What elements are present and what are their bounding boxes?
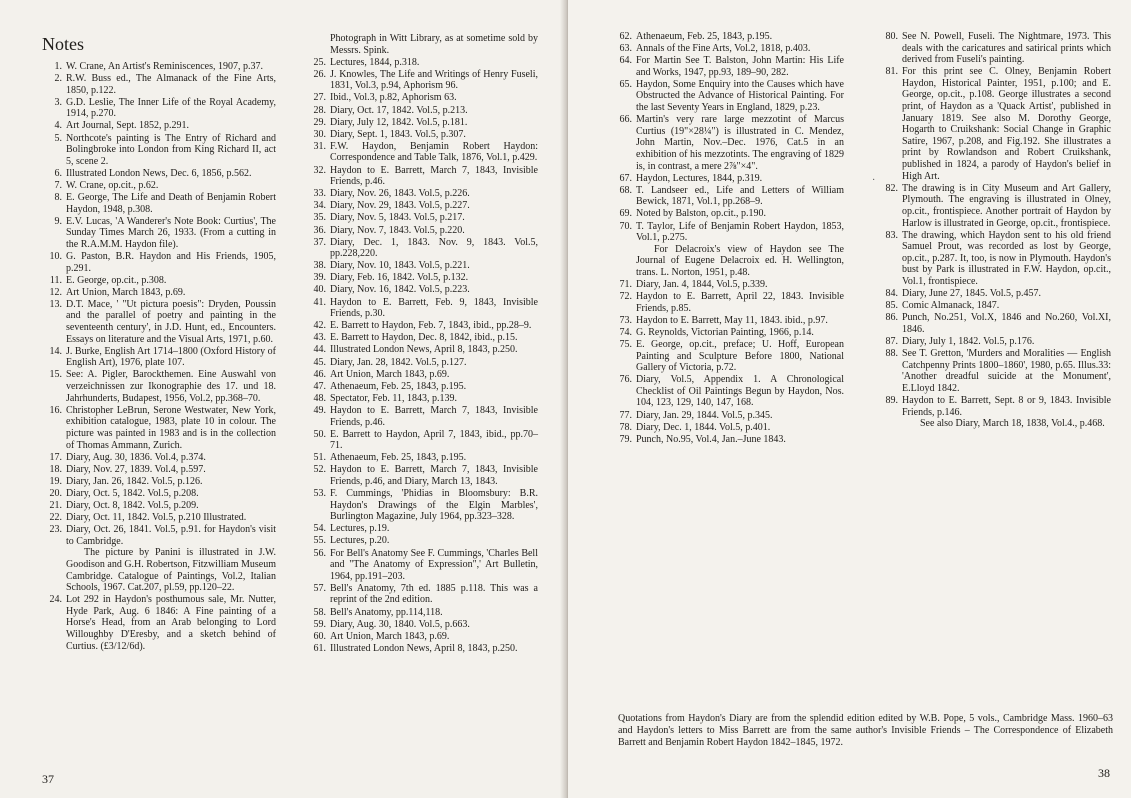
note-text: Lectures, p.20. — [330, 535, 390, 547]
note-number: 77. — [619, 409, 632, 421]
note-item — [42, 476, 276, 488]
note-text: Diary, Aug. 30, 1836. Vol.4, p.374. — [66, 451, 206, 463]
note-text: Art Union, March 1843, p.69. — [330, 368, 450, 380]
note-item — [612, 221, 844, 279]
note-text: Art Union, March 1843, p.69. — [330, 630, 450, 642]
note-text: Athenaeum, Feb. 25, 1843, p.195. — [636, 31, 773, 42]
note-text: G. Reynolds, Victorian Painting, 1966, p.14. — [636, 326, 814, 338]
note-item — [612, 339, 844, 374]
note-number: 65. — [619, 78, 632, 90]
note-number: 56. — [313, 547, 326, 559]
note-text: Annals of the Fine Arts, Vol.2, 1818, p.403. — [636, 43, 811, 55]
note-text: W. Crane, An Artist's Reminiscences, 1907, p.37. — [66, 61, 263, 72]
notes-column-4 — [878, 31, 1111, 430]
note-text: Ibid., Vol.3, p.82, Aphorism 63. — [330, 92, 457, 104]
note-text: Diary, Nov. 26, 1843. Vol.5, p.226. — [330, 188, 470, 200]
note-text: Diary, Oct. 5, 1842. Vol.5, p.208. — [66, 487, 199, 499]
note-text: Diary, Jan. 28, 1842. Vol.5, p.127. — [330, 356, 467, 368]
note-text: Illustrated London News, Dec. 6, 1856, p.562. — [66, 167, 252, 179]
note-text: Diary, Oct. 8, 1842. Vol.5, p.209. — [66, 499, 199, 511]
note-item — [612, 422, 844, 434]
note-text: Haydon, Lectures, 1844, p.319. — [636, 172, 763, 184]
note-item — [612, 374, 844, 409]
note-text: E. Barrett to Haydon, Feb. 7, 1843, ibid., pp.28–9. — [330, 320, 532, 332]
note-item — [612, 114, 844, 172]
note-number: 74. — [619, 326, 632, 338]
note-item — [306, 631, 538, 643]
note-text: W. Crane, op.cit., p.62. — [66, 179, 159, 191]
note-number: 84. — [885, 288, 898, 300]
note-item — [306, 260, 538, 272]
note-item — [306, 129, 538, 141]
note-item — [612, 43, 844, 55]
note-text: G.D. Leslie, The Inner Life of the Royal Academy, 1914, p.270. — [66, 96, 276, 120]
note-number: 33. — [313, 188, 326, 200]
note-number: 8. — [54, 192, 62, 204]
note-item — [612, 434, 844, 446]
note-number: 83. — [885, 229, 898, 241]
note-number: 67. — [619, 172, 632, 184]
note-number: 78. — [619, 421, 632, 433]
note-number: 30. — [313, 128, 326, 140]
note-text: Diary, Nov. 10, 1843. Vol.5, p.221. — [330, 260, 470, 272]
note-item — [306, 212, 538, 224]
note-text: Diary, Oct. 11, 1842. Vol.5, p.210 Illustrated. — [66, 512, 247, 524]
note-text: Diary, Nov. 27, 1839. Vol.4, p.597. — [66, 463, 206, 475]
note-item — [306, 393, 538, 405]
note-item — [306, 272, 538, 284]
note-number: 39. — [313, 272, 326, 284]
note-text: Athenaeum, Feb. 25, 1843, p.195. — [330, 452, 467, 464]
note-item — [878, 31, 1111, 66]
note-number: 45. — [313, 356, 326, 368]
note-number: 27. — [313, 92, 326, 104]
margin-mark: · — [872, 175, 876, 186]
note-item — [306, 225, 538, 237]
note-number: 86. — [885, 312, 898, 324]
note-text: Diary, Vol.5, Appendix 1. A Chronological Checklist of Oil Paintings Begun by Haydon, Nos. 104, 123, 129, 140, 147, 168. — [636, 374, 844, 409]
note-item — [878, 395, 1111, 430]
note-number: 61. — [313, 642, 326, 654]
note-continuation: For Delacroix's view of Haydon see The Journal of Eugene Delacroix ed. H. Wellington, trans. L. Norton, 1951, p.48. — [636, 243, 844, 278]
note-number: 4. — [54, 120, 62, 132]
note-number: 70. — [619, 220, 632, 232]
note-item — [42, 275, 276, 287]
note-item — [42, 216, 276, 251]
note-number: 49. — [313, 404, 326, 416]
note-item — [306, 344, 538, 356]
note-number: 9. — [54, 215, 62, 227]
note-number: 3. — [54, 96, 62, 108]
note-number: 6. — [54, 167, 62, 179]
notes-column-2 — [306, 33, 538, 655]
note-number: 14. — [49, 345, 62, 357]
note-continuation: The picture by Panini is illustrated in J.W. Goodison and G.H. Robertson, Fitzwilliam Museum Cambridge. Catalogue of Paintings, Vol.2, Italian Schools, 1967. Cat.207, pl.59, pp.120–22. — [66, 547, 276, 594]
note-text: Haydon to E. Barrett, April 22, 1843. Invisible Friends, p.85. — [636, 291, 844, 314]
note-text: Haydon to E. Barrett, March 7, 1843, Invisible Friends, p.46. — [330, 164, 538, 188]
note-number: 41. — [313, 296, 326, 308]
note-number: 64. — [619, 55, 632, 67]
note-text: Diary, Nov. 7, 1843. Vol.5, p.220. — [330, 224, 465, 236]
note-number: 37. — [313, 236, 326, 248]
note-item — [612, 410, 844, 422]
note-number: 23. — [49, 524, 62, 536]
note-number: 34. — [313, 200, 326, 212]
note-item — [612, 291, 844, 314]
note-number: 75. — [619, 338, 632, 350]
note-number: 58. — [313, 606, 326, 618]
note-number: 63. — [619, 43, 632, 55]
note-number: 36. — [313, 224, 326, 236]
note-item — [306, 452, 538, 464]
note-item — [306, 619, 538, 631]
note-item — [42, 61, 276, 73]
page-number-right: 38 — [1098, 766, 1110, 780]
note-number: 66. — [619, 114, 632, 126]
note-number: 40. — [313, 284, 326, 296]
note-item — [306, 320, 538, 332]
note-item — [306, 332, 538, 344]
note-text: Diary, Aug. 30, 1840. Vol.5, p.663. — [330, 618, 470, 630]
note-number: 1. — [54, 61, 62, 72]
note-text: E. Barrett to Haydon, April 7, 1843, ibid., pp.70–71. — [330, 428, 538, 452]
notes-column-1 — [42, 61, 276, 653]
note-number: 79. — [619, 433, 632, 445]
note-number: 2. — [54, 73, 62, 85]
note-number: 22. — [49, 512, 62, 524]
note-text: Haydon to E. Barrett, Feb. 9, 1843, Invisible Friends, p.30. — [330, 296, 538, 320]
note-item — [306, 643, 538, 655]
note-number: 43. — [313, 332, 326, 344]
note-number: 60. — [313, 630, 326, 642]
note-item — [612, 208, 844, 220]
note-number: 50. — [313, 428, 326, 440]
note-number: 44. — [313, 344, 326, 356]
note-text: J. Knowles, The Life and Writings of Henry Fuseli, 1831, Vol.3, p.94, Aphorism 96. — [330, 68, 538, 92]
note-text: E. George, op.cit., p.308. — [66, 274, 167, 286]
note-text: J. Burke, English Art 1714–1800 (Oxford History of English Art), 1976, plate 107. — [66, 345, 276, 369]
note-item — [42, 120, 276, 132]
note-item — [306, 548, 538, 583]
note-text: Haydon to E. Barrett, Sept. 8 or 9, 1843. Invisible Friends, p.146. — [902, 394, 1111, 418]
note-item — [306, 92, 538, 104]
note-item — [42, 168, 276, 180]
note-text: Illustrated London News, April 8, 1843, p.250. — [330, 344, 518, 356]
note-number: 48. — [313, 392, 326, 404]
note-item — [306, 69, 538, 92]
note-item — [878, 336, 1111, 348]
note-text: For this print see C. Olney, Benjamin Robert Haydon, Historical Painter, 1951, p.100; and E. George, op.cit., p.108. George illustrates a second print, of Haydon as a 'Quack Artist', published in January 1819. See also M. Dorothy George, Hogarth to Cruikshank: Social Change in Graphic Satire, 1967, p.208, and Fig.192. She illustrates a print by Rowlandson and Robert Cruikshank, published in 1824, a parody of Haydon's belief in High Art. — [902, 66, 1111, 182]
note-item — [306, 165, 538, 188]
note-text: Diary, Sept. 1, 1843. Vol.5, p.307. — [330, 128, 466, 140]
note-text: Diary, Nov. 16, 1842. Vol.5, p.223. — [330, 284, 470, 296]
note-number: 89. — [885, 394, 898, 406]
note-text: Diary, Oct. 26, 1841. Vol.5, p.91. for Haydon's visit to Cambridge. — [66, 524, 276, 547]
note-text: Haydon to E. Barrett, May 11, 1843. ibid., p.97. — [636, 314, 828, 326]
note-text: Athenaeum, Feb. 25, 1843, p.195. — [330, 380, 467, 392]
note-item — [42, 346, 276, 369]
note-item — [878, 300, 1111, 312]
note-item — [612, 185, 844, 208]
note-item — [42, 464, 276, 476]
note-item — [878, 348, 1111, 394]
note-number: 80. — [885, 31, 898, 42]
note-item — [612, 173, 844, 185]
note-text: Christopher LeBrun, Serone Westwater, New York, exhibition catalogue, 1983, plate 10 in colour. The picture was painted in 1983 and is in the collection of Thomas Ammann, Zurich. — [66, 404, 276, 451]
note-text: Photograph in Witt Library, as at sometime sold by Messrs. Spink. — [330, 33, 538, 56]
note-item — [306, 33, 538, 56]
note-number: 69. — [619, 208, 632, 220]
note-item — [612, 55, 844, 78]
note-text: Illustrated London News, April 8, 1843, p.250. — [330, 642, 518, 654]
note-text: Lectures, 1844, p.318. — [330, 56, 420, 68]
note-continuation: See also Diary, March 18, 1838, Vol.4., p.468. — [920, 418, 1105, 430]
note-number: 18. — [49, 463, 62, 475]
note-text: F.W. Haydon, Benjamin Robert Haydon: Correspondence and Table Talk, 1876, Vol.1, p.429. — [330, 140, 538, 164]
note-item — [306, 284, 538, 296]
note-number: 32. — [313, 164, 326, 176]
note-number: 76. — [619, 374, 632, 386]
note-number: 42. — [313, 320, 326, 332]
note-text: R.W. Buss ed., The Almanack of the Fine Arts, 1850, p.122. — [66, 73, 276, 96]
note-item — [306, 57, 538, 69]
note-item — [42, 452, 276, 464]
note-text: Punch, No.251, Vol.X, 1846 and No.260, Vol.XI, 1846. — [902, 312, 1111, 335]
note-text: Haydon to E. Barrett, March 7, 1843, Invisible Friends, p.46. — [330, 404, 538, 428]
note-text: E. George, The Life and Death of Benjamin Robert Haydon, 1948, p.308. — [66, 192, 276, 215]
note-item — [306, 535, 538, 547]
note-text: The drawing is in City Museum and Art Gallery, Plymouth. The engraving is illustrated in Olney, op.cit., frontispiece. Another portrait of Haydon by Harlow is illustrated in George, op.cit., frontispiece. — [902, 182, 1111, 229]
note-text: Art Journal, Sept. 1852, p.291. — [66, 120, 190, 132]
note-text: Diary, June 27, 1845. Vol.5, p.457. — [902, 288, 1041, 300]
note-number: 10. — [49, 251, 62, 262]
note-number: 31. — [313, 140, 326, 152]
note-number: 57. — [313, 582, 326, 594]
note-item — [42, 488, 276, 500]
note-text: Diary, Nov. 29, 1843. Vol.5, p.227. — [330, 200, 470, 212]
note-number: 24. — [49, 594, 62, 606]
note-item — [306, 381, 538, 393]
note-number: 12. — [49, 286, 62, 298]
note-text: Diary, Dec. 1, 1843. Nov. 9, 1843. Vol.5, pp.228,220. — [330, 236, 538, 260]
note-number: 29. — [313, 116, 326, 128]
note-item — [306, 297, 538, 320]
note-item — [878, 230, 1111, 288]
note-item — [42, 180, 276, 192]
note-item — [42, 73, 276, 96]
note-number: 15. — [49, 369, 62, 381]
note-text: Diary, Jan. 29, 1844. Vol.5, p.345. — [636, 409, 773, 421]
note-text: E. Barrett to Haydon, Dec. 8, 1842, ibid., p.15. — [330, 332, 518, 344]
note-number: 88. — [885, 348, 898, 360]
note-text: See T. Gretton, 'Murders and Moralities — English Catchpenny Prints 1800–1860', 1980, p.65. Illus.33: 'Another dreadful suicide at the Monument', E.Lloyd 1842. — [902, 348, 1111, 394]
note-text: See N. Powell, Fuseli. The Nightmare, 1973. This deals with the caricatures and satirical prints which derived from Fuseli's painting. — [902, 31, 1111, 66]
note-item — [42, 97, 276, 120]
note-item — [306, 357, 538, 369]
note-item — [306, 237, 538, 260]
note-text: For Bell's Anatomy See F. Cummings, 'Charles Bell and "The Anatomy of Expression",' Art Bulletin, 1964, pp.191–203. — [330, 547, 538, 582]
note-number: 21. — [49, 499, 62, 511]
note-text: Bell's Anatomy, pp.114,118. — [330, 606, 443, 618]
note-text: The drawing, which Haydon sent to his old friend Samuel Prout, was recorded as lost by George, op.cit., p.287. It, too, is now in Plymouth. Haydon's bust by Park is illustrated in F.W. Haydon, op.cit., Vol.1, frontispiece. — [902, 229, 1111, 287]
note-item — [42, 369, 276, 404]
note-item — [306, 429, 538, 452]
note-item — [878, 66, 1111, 182]
note-number: 53. — [313, 488, 326, 500]
note-text: T. Taylor, Life of Benjamin Robert Haydon, 1853, Vol.1, p.275. — [636, 220, 844, 244]
diary-sources-footnote: Quotations from Haydon's Diary are from the splendid edition edited by W.B. Pope, 5 vols., Cambridge Mass. 1960–63 and Haydon's letters to Miss Barrett are from the same author's Invisible Friends – The Correspondence of Elizabeth Barrett and Benjamin Robert Haydon 1842–1845, 1972. — [618, 713, 1113, 748]
note-item — [306, 141, 538, 164]
note-text: Haydon to E. Barrett, March 7, 1843, Invisible Friends, p.46, and Diary, March 13, 1843. — [330, 464, 538, 487]
note-item — [306, 188, 538, 200]
note-item — [306, 405, 538, 428]
note-text: Diary, July 1, 1842. Vol.5, p.176. — [902, 335, 1035, 347]
note-number: 13. — [49, 298, 62, 310]
note-number: 81. — [885, 66, 898, 78]
note-text: Haydon, Some Enquiry into the Causes which have Obstructed the Advance of Historical Painting. For the last Seventy Years in England, 1829, p.23. — [636, 78, 844, 114]
note-text: See: A. Pigler, Barockthemen. Eine Auswahl von verzeichnissen zur Ikonographie des 17. und 18. Jahrhunderts, Budapest, 1956, Vol.2, pp.368–70. — [66, 369, 276, 404]
notes-column-3 — [612, 31, 844, 446]
note-item — [306, 369, 538, 381]
note-number: 62. — [619, 31, 632, 42]
note-text: Diary, Nov. 5, 1843. Vol.5, p.217. — [330, 212, 465, 224]
note-item — [612, 327, 844, 339]
note-item — [306, 105, 538, 117]
note-item — [306, 607, 538, 619]
note-number: 68. — [619, 184, 632, 196]
note-number: 52. — [313, 464, 326, 476]
note-item — [42, 594, 276, 652]
note-text: Comic Almanack, 1847. — [902, 300, 1000, 312]
notes-title: Notes — [42, 34, 84, 54]
note-number: 17. — [49, 451, 62, 463]
note-number: 73. — [619, 314, 632, 326]
note-number: 20. — [49, 487, 62, 499]
note-number: 87. — [885, 335, 898, 347]
note-text: Diary, Jan. 26, 1842. Vol.5, p.126. — [66, 475, 203, 487]
note-number: 59. — [313, 618, 326, 630]
note-text: Bell's Anatomy, 7th ed. 1885 p.118. This was a reprint of the 2nd edition. — [330, 582, 538, 606]
note-text: G. Paston, B.R. Haydon and His Friends, 1905, p.291. — [66, 251, 276, 274]
note-item — [878, 288, 1111, 300]
note-item — [612, 279, 844, 291]
note-number: 47. — [313, 380, 326, 392]
note-item — [878, 183, 1111, 229]
note-number: 16. — [49, 404, 62, 416]
note-item — [612, 315, 844, 327]
note-number: 51. — [313, 452, 326, 464]
note-number: 26. — [313, 68, 326, 80]
note-text: E.V. Lucas, 'A Wanderer's Note Book: Curtius', The Sunday Times March 26, 1933. (From a cutting in the R.A.M.M. Haydon file). — [66, 215, 276, 250]
note-item — [42, 405, 276, 451]
note-text: Martin's very rare large mezzotint of Marcus Curtius (19"×28¼") is illustrated in C. Mendez, John Martin, Nov.–Dec. 1976, Cat.5 in an exhibition of his mezzotints. The engraving of 1829 is, in contrast, a mere 2⅞"×4". — [636, 114, 844, 172]
note-number: 25. — [313, 56, 326, 68]
note-text: Diary, Dec. 1, 1844. Vol.5, p.401. — [636, 421, 771, 433]
note-text: Lectures, p.19. — [330, 523, 390, 535]
note-item — [306, 583, 538, 606]
note-number: 38. — [313, 260, 326, 272]
note-item — [306, 117, 538, 129]
note-number: 11. — [49, 274, 62, 286]
note-item — [42, 287, 276, 299]
note-text: Art Union, March 1843, p.69. — [66, 286, 186, 298]
note-item — [612, 31, 844, 43]
note-number: 72. — [619, 291, 632, 303]
note-item — [878, 312, 1111, 335]
note-item — [42, 133, 276, 168]
note-number: 55. — [313, 535, 326, 547]
note-text: D.T. Mace, ' "Ut pictura poesis": Dryden, Poussin and the parallel of poetry and painting in the seventeenth century', in J.D. Hunt, ed., Encounters. Essays on literature and the Visual Arts, 1971, p.60. — [66, 298, 276, 345]
page-number-left: 37 — [42, 772, 54, 786]
note-number: 71. — [619, 278, 632, 290]
note-item — [42, 500, 276, 512]
note-number: 35. — [313, 212, 326, 224]
note-item — [42, 524, 276, 594]
note-text: For Martin See T. Balston, John Martin: His Life and Works, 1947, pp.93, 189–90, 282. — [636, 55, 844, 78]
note-item — [42, 192, 276, 215]
note-number: 28. — [313, 104, 326, 116]
note-number: 7. — [54, 179, 62, 191]
note-item — [306, 200, 538, 212]
note-item — [42, 299, 276, 345]
note-item — [42, 512, 276, 524]
note-number: 19. — [49, 475, 62, 487]
note-item — [42, 251, 276, 274]
note-item — [612, 79, 844, 114]
note-text: F. Cummings, 'Phidias in Bloomsbury: B.R. Haydon's Drawings of the Elgin Marbles', Burlington Magazine, July 1964, pp.323–328. — [330, 488, 538, 523]
note-number: 46. — [313, 368, 326, 380]
note-text: Northcote's painting is The Entry of Richard and Bolingbroke into London from King Richard II, act 5, scene 2. — [66, 132, 276, 167]
note-text: Diary, Oct. 17, 1842. Vol.5, p.213. — [330, 104, 468, 116]
note-text: Diary, July 12, 1842. Vol.5, p.181. — [330, 116, 468, 128]
note-text: Noted by Balston, op.cit., p.190. — [636, 208, 766, 220]
note-item — [306, 464, 538, 487]
note-item — [306, 523, 538, 535]
note-text: Spectator, Feb. 11, 1843, p.139. — [330, 392, 457, 404]
note-number: 82. — [885, 182, 898, 194]
note-text: Diary, Feb. 16, 1842. Vol.5, p.132. — [330, 272, 469, 284]
note-text: E. George, op.cit., preface; U. Hoff, European Painting and Sculpture Before 1800, National Gallery of Victoria, p.72. — [636, 338, 844, 374]
note-text: Punch, No.95, Vol.4, Jan.–June 1843. — [636, 433, 786, 445]
note-number: 85. — [885, 300, 898, 312]
note-number: 54. — [313, 523, 326, 535]
note-text: T. Landseer ed., Life and Letters of William Bewick, 1871, Vol.1, pp.268–9. — [636, 184, 844, 208]
note-number: 5. — [54, 132, 62, 144]
note-text: Lot 292 in Haydon's posthumous sale, Mr. Nutter, Hyde Park, Aug. 6 1846: A Fine painting of a Horse's Head, from an Arab belonging to Lord Willoughby D'Eresby, and a sketch behind of Curtius. (£3/12/6d). — [66, 594, 276, 652]
note-item — [306, 488, 538, 523]
note-text: Diary, Jan. 4, 1844, Vol.5, p.339. — [636, 278, 768, 290]
